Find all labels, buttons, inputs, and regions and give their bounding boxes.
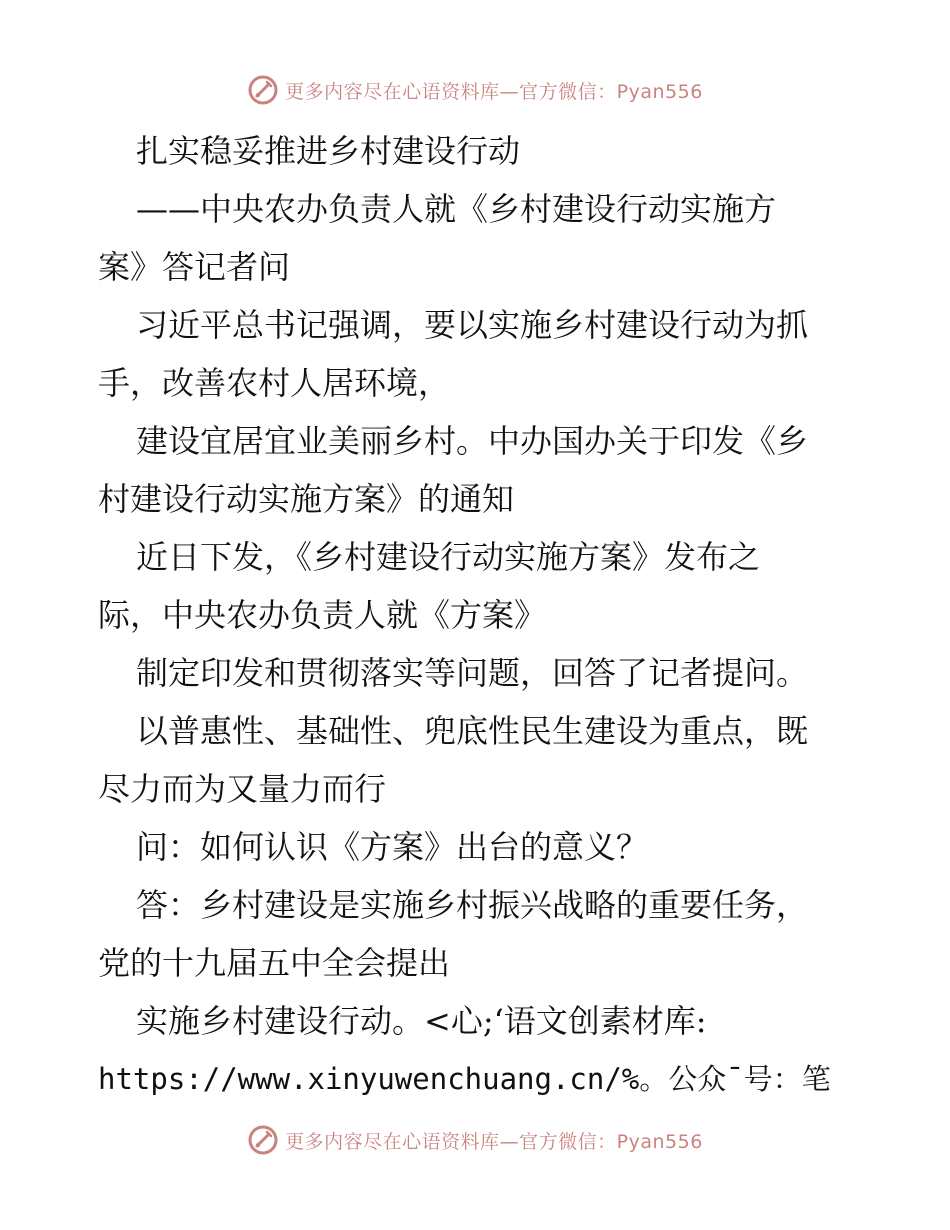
text-line: 制定印发和贯彻落实等问题，回答了记者提问。 [136, 654, 809, 692]
text-line: https://www.xinyuwenchuang.cn/%。公众¯号：笔 [98, 1062, 831, 1096]
footer-watermark [0, 1120, 950, 1160]
text-line: 村建设行动实施方案》的通知 [98, 480, 515, 518]
watermark-text: 更多内容尽在心语资料库—官方微信：Pyan556 [285, 80, 703, 103]
text-line: 建设宜居宜业美丽乡村。中办国办关于印发《乡 [136, 422, 809, 460]
logo-icon [247, 1124, 279, 1156]
text-line: 际，中央农办负责人就《方案》 [98, 596, 547, 634]
text-line: 手，改善农村人居环境， [98, 364, 451, 402]
logo-icon [247, 74, 279, 106]
document-body [98, 122, 858, 1108]
text-line: 习近平总书记强调，要以实施乡村建设行动为抓 [136, 306, 809, 344]
header-watermark [0, 70, 950, 110]
text-line: 答：乡村建设是实施乡村振兴战略的重要任务， [136, 886, 809, 924]
text-line: 扎实稳妥推进乡村建设行动 [136, 132, 521, 170]
text-line: 近日下发，《乡村建设行动实施方案》发布之 [136, 538, 761, 576]
text-line: 案》答记者问 [98, 248, 291, 286]
text-line: 尽力而为又量力而行 [98, 770, 387, 808]
text-line: 党的十九届五中全会提出 [98, 944, 451, 982]
text-line: 问：如何认识《方案》出台的意义？ [136, 828, 649, 866]
text-line: ——中央农办负责人就《乡村建设行动实施方 [136, 190, 777, 228]
watermark-text: 更多内容尽在心语资料库—官方微信：Pyan556 [285, 1130, 703, 1153]
text-line: 实施乡村建设行动。<心;‘语文创素材库: [136, 1002, 707, 1040]
text-line: 以普惠性、基础性、兜底性民生建设为重点，既 [136, 712, 809, 750]
